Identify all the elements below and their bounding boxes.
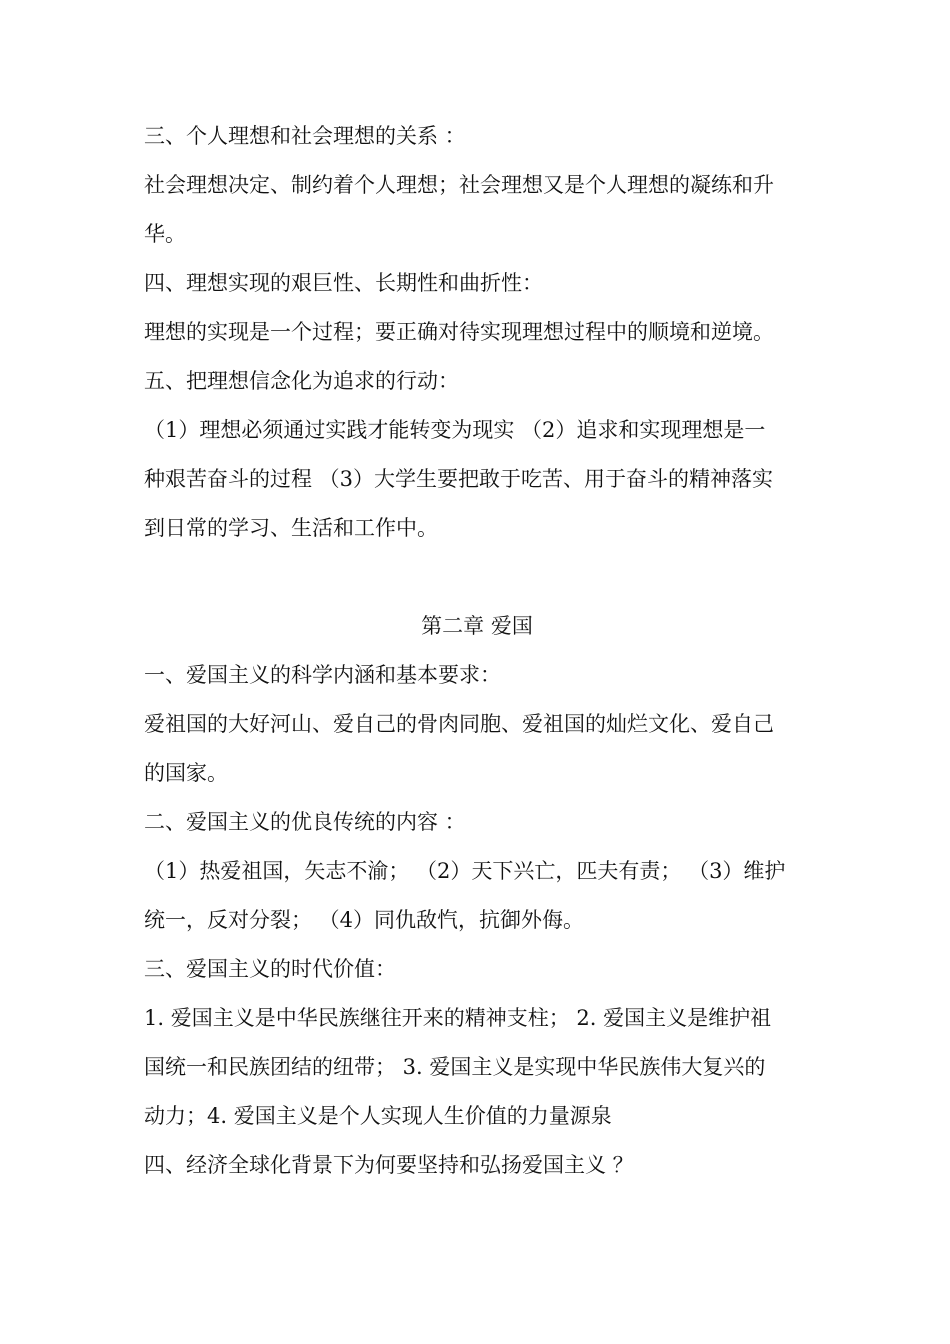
paragraph-line: 种艰苦奋斗的过程 （3）大学生要把敢于吃苦、用于奋斗的精神落实 bbox=[144, 467, 774, 491]
chapter-title: 第二章 爱国 bbox=[421, 614, 533, 638]
paragraph-line: 爱祖国的大好河山、爱自己的骨肉同胞、爱祖国的灿烂文化、爱自己 bbox=[144, 712, 774, 736]
section-heading-relationship: 三、个人理想和社会理想的关系 ： bbox=[144, 124, 466, 148]
section-spacer bbox=[144, 553, 810, 602]
paragraph-line: 的国家。 bbox=[144, 761, 228, 785]
paragraph-line: 到日常的学习、生活和工作中。 bbox=[144, 516, 438, 540]
section-heading-action: 五、把理想信念化为追求的行动： bbox=[144, 369, 459, 393]
section-heading-tradition: 二、爱国主义的优良传统的内容 ： bbox=[144, 810, 466, 834]
section-heading-globalization: 四、经济全球化背景下为何要坚持和弘扬爱国主义 ？ bbox=[144, 1153, 634, 1177]
paragraph-line: 动力；4. 爱国主义是个人实现人生价值的力量源泉 bbox=[144, 1104, 612, 1128]
section-heading-realization: 四、理想实现的艰巨性、长期性和曲折性： bbox=[144, 271, 543, 295]
paragraph-line: 国统一和民族团结的纽带； 3. 爱国主义是实现中华民族伟大复兴的 bbox=[144, 1055, 766, 1079]
paragraph-line: 1. 爱国主义是中华民族继往开来的精神支柱； 2. 爱国主义是维护祖 bbox=[144, 1006, 772, 1030]
paragraph-line: （1）热爱祖国，矢志不渝； （2）天下兴亡，匹夫有责； （3）维护 bbox=[144, 859, 786, 883]
paragraph-line: 社会理想决定、制约着个人理想；社会理想又是个人理想的凝练和升 bbox=[144, 173, 774, 197]
paragraph-line: 统一，反对分裂； （4）同仇敌忾，抗御外侮。 bbox=[144, 908, 585, 932]
paragraph-line: 理想的实现是一个过程；要正确对待实现理想过程中的顺境和逆境。 bbox=[144, 320, 774, 344]
document-page bbox=[144, 112, 810, 1190]
section-heading-era-value: 三、爱国主义的时代价值： bbox=[144, 957, 396, 981]
paragraph-line: 华。 bbox=[144, 222, 186, 246]
section-heading-patriotism-meaning: 一、爱国主义的科学内涵和基本要求： bbox=[144, 663, 501, 687]
paragraph-line: （1）理想必须通过实践才能转变为现实 （2）追求和实现理想是一 bbox=[144, 418, 766, 442]
